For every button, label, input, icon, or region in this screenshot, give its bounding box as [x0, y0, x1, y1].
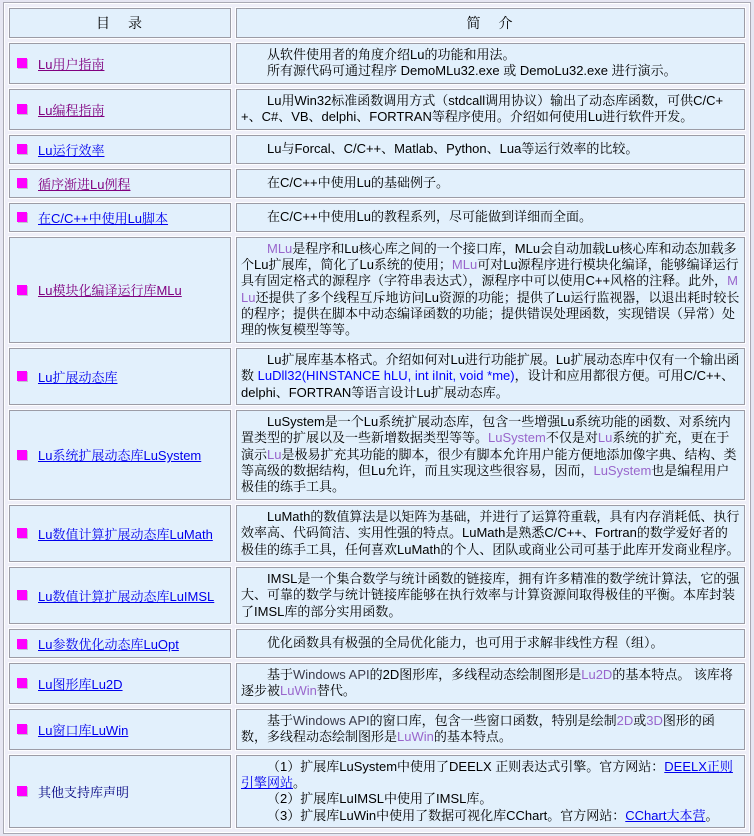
doc-table-wrapper: [3, 2, 751, 834]
text-segment: LuWin: [280, 683, 317, 699]
paragraph: [241, 47, 740, 63]
toc-link-5[interactable]: 在C/C++中使用Lu脚本: [38, 210, 169, 226]
paragraph: [241, 352, 740, 401]
paragraph: [241, 713, 740, 746]
table-row: [9, 663, 745, 704]
table-row: [9, 169, 745, 198]
intro-cell: [236, 169, 745, 198]
text-segment: MLu: [267, 240, 293, 256]
toc-cell: [9, 567, 231, 624]
text-segment: 不仅是对: [545, 430, 598, 446]
toc-link-12[interactable]: Lu图形库Lu2D: [38, 676, 123, 692]
inline-link[interactable]: DEELX正则引擎网站: [241, 758, 733, 790]
intro-cell: [236, 348, 745, 405]
bullet-square-icon: [17, 178, 27, 188]
toc-header: 目 录: [9, 8, 231, 38]
text-segment: 替代。: [316, 683, 356, 699]
text-segment: Windows API: [293, 667, 370, 682]
text-segment: MLu: [241, 273, 738, 305]
intro-cell: [236, 567, 745, 624]
bullet-square-icon: [17, 212, 27, 222]
bullet-square-icon: [17, 285, 27, 295]
toc-link-3[interactable]: Lu运行效率: [38, 142, 105, 158]
toc-link-10[interactable]: Lu数值计算扩展动态库LuIMSL: [38, 588, 215, 604]
text-segment: LuSystem: [593, 463, 652, 478]
paragraph: [241, 571, 740, 620]
toc-link-7[interactable]: Lu扩展动态库: [38, 369, 118, 385]
toc-link-1[interactable]: Lu用户指南: [38, 56, 105, 72]
text-segment: （2）扩展库LuIMSL中使用了IMSL库。: [267, 791, 493, 807]
text-segment: LuSystem: [488, 430, 546, 446]
paragraph: [241, 209, 740, 225]
text-segment: 或: [633, 712, 647, 728]
toc-cell: [9, 203, 231, 232]
table-row: [9, 755, 745, 829]
bullet-square-icon: [17, 724, 27, 734]
text-segment: 也是编程用户极佳的练手工具。: [241, 463, 730, 495]
toc-cell: [9, 348, 231, 405]
text-segment: 的窗口库，包含一些窗口函数，特别是绘制: [369, 712, 617, 728]
toc-link-13[interactable]: Lu窗口库LuWin: [38, 722, 129, 738]
bullet-square-icon: [17, 144, 27, 154]
toc-cell: [9, 237, 231, 343]
paragraph: [241, 791, 740, 807]
toc-cell: [9, 135, 231, 164]
intro-cell: [236, 629, 745, 658]
text-segment: LuWin: [397, 729, 434, 745]
text-segment: 基于: [267, 712, 294, 728]
paragraph: [241, 141, 740, 157]
text-segment: 的基本特点。: [433, 729, 512, 745]
bullet-square-icon: [17, 590, 27, 600]
header-row: [9, 8, 745, 38]
paragraph: [241, 808, 740, 824]
paragraph: [241, 175, 740, 191]
intro-cell: [236, 203, 745, 232]
bullet-square-icon: [17, 678, 27, 688]
text-segment: 所有源代码可通过程序 DemoMLu32.exe 或 DemoLu32.exe 进行演示。: [267, 63, 677, 79]
inline-link[interactable]: CChart大本营: [625, 807, 706, 823]
toc-cell: [9, 755, 231, 829]
intro-cell: [236, 505, 745, 562]
toc-cell: [9, 663, 231, 704]
text-segment: 还提供了多个线程互斥地访问Lu资源的功能；提供了Lu运行监视器，以退出耗时较长的程序；提供在脚本中动态编译函数的功能；提供错误处理函数，实现错误（异常）处理的恢复模型等等。: [241, 289, 740, 338]
intro-header: 简 介: [236, 8, 745, 38]
text-segment: 图形的函数，多线程动态绘制图形是: [241, 712, 715, 745]
text-segment: Lu扩展库基本格式。介绍如何对Lu进行功能扩展。Lu扩展动态库中仅有一个输出函数: [241, 351, 740, 384]
paragraph: [241, 509, 740, 558]
toc-link-4[interactable]: 循序渐进Lu例程: [38, 176, 131, 192]
text-segment: 是极易扩充其功能的脚本，很少有脚本允许用户能方便地添加像字典、结构、类等高级的数据结构，但Lu允许，而且实现这些很容易，因而，: [241, 446, 737, 478]
toc-link-6[interactable]: Lu模块化编译运行库MLu: [38, 283, 182, 299]
toc-cell: [9, 43, 231, 84]
paragraph: [241, 759, 740, 792]
bullet-square-icon: [17, 371, 27, 381]
text-segment: 2D: [616, 712, 634, 728]
table-row: [9, 348, 745, 405]
toc-link-9[interactable]: Lu数值计算扩展动态库LuMath: [38, 526, 213, 542]
toc-link-11[interactable]: Lu参数优化动态库LuOpt: [38, 637, 179, 652]
toc-link-2[interactable]: Lu编程指南: [38, 102, 105, 118]
text-segment: 在C/C++中使用Lu的基础例子。: [267, 174, 450, 190]
text-segment: Lu用Win32标准函数调用方式（stdcall调用协议）输出了动态库函数，可供C/C++、C#、VB、delphi、FORTRAN等程序使用。介绍如何使用Lu进行软件开发。: [241, 92, 724, 125]
table-row: [9, 709, 745, 750]
toc-cell: [9, 89, 231, 130]
intro-cell: [236, 755, 745, 829]
paragraph: [241, 667, 740, 700]
text-segment: 可对Lu源程序进行模块化编译，能够编译运行具有固定格式的源程序（字符串表达式），源程序中可以使用C++风格的注释。此外，: [241, 256, 739, 289]
toc-link-8[interactable]: Lu系统扩展动态库LuSystem: [38, 448, 202, 464]
table-row: [9, 203, 745, 232]
table-row: [9, 629, 745, 658]
paragraph: [241, 93, 740, 126]
toc-cell: [9, 709, 231, 750]
bullet-square-icon: [17, 786, 27, 796]
text-segment: 的2D图形库，多线程动态绘制图形是: [369, 667, 582, 682]
table-row: [9, 505, 745, 562]
text-segment: 在C/C++中使用Lu的教程系列，尽可能做到详细而全面。: [267, 208, 593, 224]
bullet-square-icon: [17, 639, 27, 649]
text-segment: 3D: [646, 712, 663, 728]
intro-cell: [236, 410, 745, 500]
text-segment: Windows API: [293, 712, 370, 728]
text-segment: 从软件使用者的角度介绍Lu的功能和用法。: [267, 47, 516, 62]
table-row: [9, 89, 745, 130]
bullet-square-icon: [17, 528, 27, 538]
text-segment: LuDll32(HINSTANCE hLU, int iInit, void *me): [257, 368, 515, 384]
table-row: [9, 567, 745, 624]
table-row: [9, 135, 745, 164]
text-segment: （1）扩展库LuSystem中使用了DEELX 正则表达式引擎。官方网站：: [267, 758, 665, 774]
paragraph: [241, 63, 740, 79]
text-segment: 优化函数具有极强的全局优化能力，也可用于求解非线性方程（组）。: [267, 635, 664, 651]
toc-link-14: 其他支持库声明: [38, 784, 130, 800]
text-segment: LuMath的数值算法是以矩阵为基础，并进行了运算符重载，具有内存消耗低、执行效率高、代码简洁、实用性强的特点。LuMath是熟悉C/C++、Fortran的数学爱好者的极佳的练手工具，任何喜欢LuMath的个人、团队或商业公司可基于此库开发商业程序。: [241, 508, 740, 557]
text-segment: 的基本特点。 该库将逐步被: [241, 667, 733, 699]
text-segment: 系统的扩充，更在于演示: [241, 430, 730, 462]
intro-cell: [236, 663, 745, 704]
text-segment: （3）扩展库LuWin中使用了数据可视化库CChart。官方网站：: [267, 807, 626, 823]
bullet-square-icon: [17, 58, 27, 68]
intro-cell: [236, 89, 745, 130]
text-segment: Lu与Forcal、C/C++、Matlab、Python、Lua等运行效率的比较。: [267, 140, 639, 156]
toc-cell: [9, 410, 231, 500]
table-body: [9, 43, 745, 828]
toc-cell: [9, 169, 231, 198]
contents-intro-table: [4, 3, 750, 833]
paragraph: [241, 414, 740, 496]
table-row: [9, 43, 745, 84]
table-row: [9, 237, 745, 343]
paragraph: [241, 241, 740, 339]
intro-cell: [236, 237, 745, 343]
text-segment: 基于: [267, 667, 294, 682]
text-segment: 是程序和Lu核心库之间的一个接口库，MLu会自动加载Lu核心库和动态加载多个Lu扩展库，简化了Lu系统的使用；: [241, 240, 737, 272]
intro-cell: [236, 135, 745, 164]
intro-cell: [236, 43, 745, 84]
text-segment: 。: [705, 807, 719, 823]
bullet-square-icon: [17, 104, 27, 114]
text-segment: LuSystem是一个Lu系统扩展动态库，包含一些增强Lu系统功能的函数、对系统内置类型的扩展以及一些新增数据类型等等。: [241, 413, 731, 446]
toc-cell: [9, 629, 231, 658]
toc-cell: [9, 505, 231, 562]
text-segment: ，设计和应用都很方便。可用C/C++、delphi、FORTRAN等语言设计Lu扩展动态库。: [241, 368, 735, 400]
text-segment: Lu: [267, 446, 282, 462]
text-segment: IMSL是一个集合数学与统计函数的链接库，拥有许多精准的数学统计算法，它的强大、可靠的数学与统计链接库能够在执行效率与计算资源间取得极佳的平衡。本库封装了IMSL库的部分实用函数。: [241, 570, 740, 619]
text-segment: 。: [293, 774, 307, 790]
paragraph: [241, 635, 740, 651]
table-row: [9, 410, 745, 500]
intro-cell: [236, 709, 745, 750]
text-segment: Lu2D: [581, 667, 613, 682]
text-segment: MLu: [451, 256, 478, 272]
text-segment: Lu: [597, 430, 613, 446]
bullet-square-icon: [17, 450, 27, 460]
